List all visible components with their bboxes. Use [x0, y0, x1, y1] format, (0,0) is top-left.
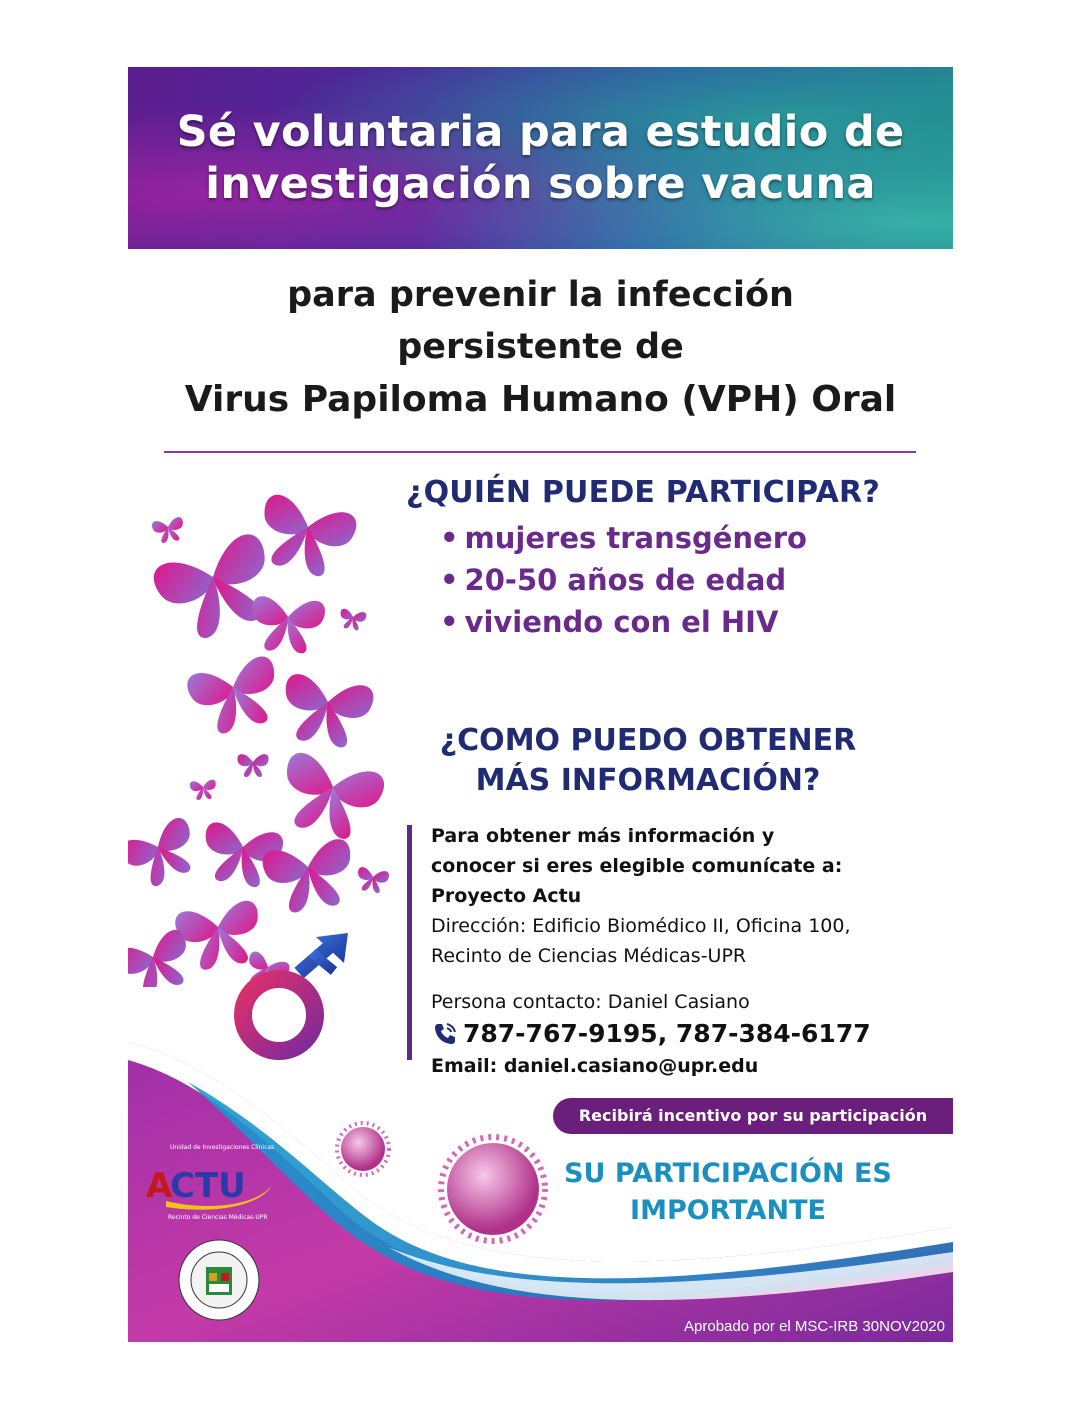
phone-numbers: 787-767-9195, 787-384-6177 [463, 1019, 871, 1048]
subtitle-line-1: para prevenir la infección [287, 275, 794, 315]
header-title-line-2: investigación sobre vacuna [205, 159, 876, 209]
participation-important-text [538, 1155, 918, 1229]
flyer [128, 67, 953, 1342]
more-info-heading-line-1: ¿COMO PUEDO OBTENER [439, 723, 857, 758]
contact-person: Persona contacto: Daniel Casiano [431, 991, 750, 1013]
project-name: Proyecto Actu [431, 885, 582, 907]
who-can-participate-heading: ¿QUIÉN PUEDE PARTICIPAR? [406, 475, 880, 510]
virus-illustration [433, 1129, 553, 1249]
svg-text:Unidad de Investigaciones Clín: Unidad de Investigaciones Clínicas [170, 1144, 275, 1151]
actu-logo [146, 1141, 276, 1221]
info-line-2: conocer si eres elegible comunícate a: [431, 855, 843, 877]
info-accent-bar [407, 825, 412, 1060]
divider [164, 451, 916, 453]
more-info-heading [428, 721, 868, 801]
butterflies-illustration [128, 487, 398, 987]
header-banner [128, 67, 953, 249]
svg-text:A: A [146, 1166, 173, 1206]
address-line-2: Recinto de Ciencias Médicas-UPR [431, 945, 747, 967]
irb-approval-note: Aprobado por el MSC-IRB 30NOV2020 [684, 1318, 945, 1335]
more-info-heading-line-2: MÁS INFORMACIÓN? [475, 763, 821, 798]
svg-text:Recinto de Ciencias Médicas-UP: Recinto de Ciencias Médicas-UPR [168, 1214, 268, 1221]
email-line: Email: daniel.casiano@upr.edu [431, 1055, 759, 1077]
info-line-1: Para obtener más información y [431, 825, 775, 847]
university-seal-icon [178, 1239, 260, 1321]
important-line-2: IMPORTANTE [630, 1195, 826, 1226]
important-line-1: SU PARTICIPACIÓN ES [564, 1158, 892, 1189]
eligibility-item: • viviendo con el HIV [440, 601, 807, 643]
eligibility-item: • mujeres transgénero [440, 517, 807, 559]
address-line-1: Dirección: Edificio Biomédico II, Oficina 100, [431, 915, 851, 937]
subtitle-line-2: persistente de [397, 327, 684, 367]
eligibility-list [440, 517, 807, 643]
incentive-banner: Recibirá incentivo por su participación [553, 1098, 953, 1134]
eligibility-item: • 20-50 años de edad [440, 559, 807, 601]
svg-text:CTU: CTU [170, 1166, 246, 1206]
header-title-line-1: Sé voluntaria para estudio de [176, 107, 905, 157]
virus-small-illustration [333, 1119, 393, 1179]
actu-logo-mark [146, 1141, 276, 1221]
subtitle-line-3: Virus Papiloma Humano (VPH) Oral [184, 379, 897, 420]
